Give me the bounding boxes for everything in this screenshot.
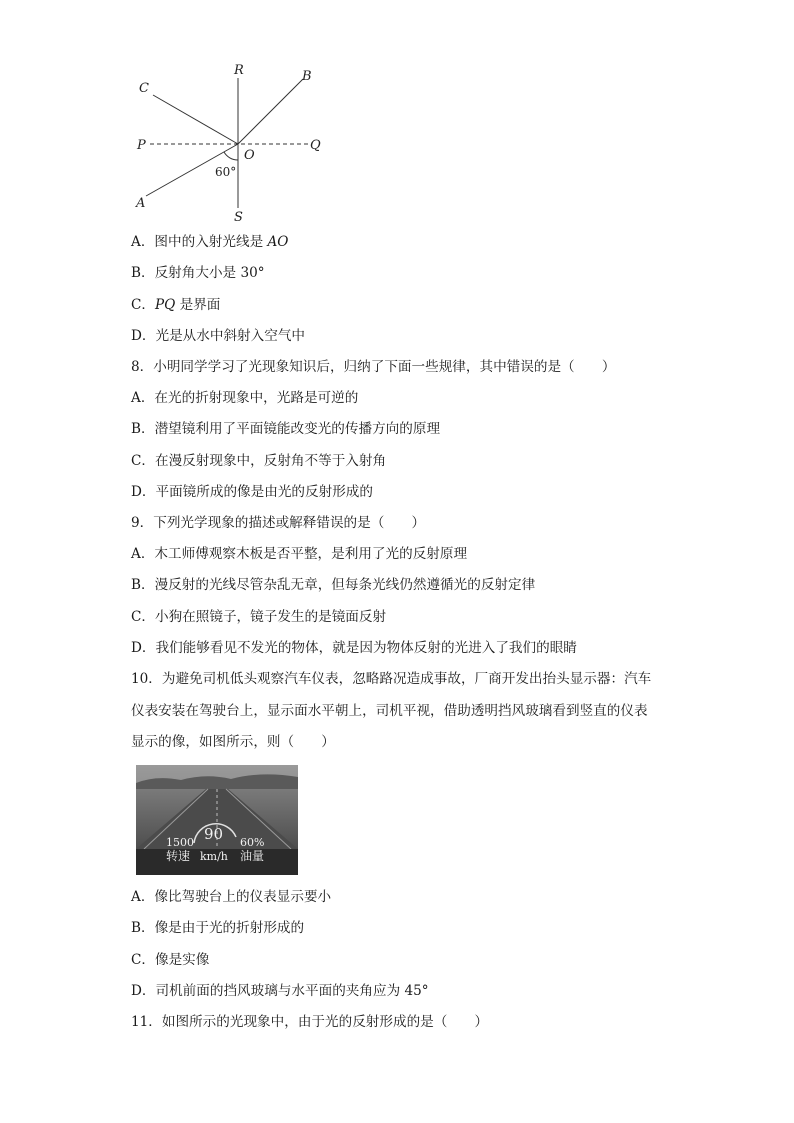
label-p: P [137,138,146,153]
q10-option-a: A．像比驾驶台上的仪表显示要小 [131,889,332,905]
q7-option-c-var: PQ [155,297,176,313]
q7-option-c-prefix: C． [131,297,155,313]
label-a: A [136,196,146,211]
hud-speed: 90 [204,825,224,843]
q9-stem: 9．下列光学现象的描述或解释错误的是（ ） [131,515,426,531]
q7-option-b: B．反射角大小是 30° [131,265,265,281]
q9-option-d: D．我们能够看见不发光的物体，就是因为物体反射的光进入了我们的眼睛 [131,640,577,656]
label-o: O [244,148,255,163]
q10-stem-line1: 10．为避免司机低头观察汽车仪表，忽略路况造成事故，厂商开发出抬头显示器：汽车 [131,671,652,687]
q8-option-b: B．潜望镜利用了平面镜能改变光的传播方向的原理 [131,421,441,437]
q7-option-d: D．光是从水中斜射入空气中 [131,328,306,344]
q8-stem: 8．小明同学学习了光现象知识后，归纳了下面一些规律，其中错误的是（ ） [131,359,616,375]
q7-option-c [131,295,220,315]
q7-option-a [131,232,288,252]
q11-stem: 11．如图所示的光现象中，由于光的反射形成的是（ ） [131,1014,489,1030]
q8-option-c: C．在漫反射现象中，反射角不等于入射角 [131,453,387,469]
label-q: Q [310,138,321,153]
hud-rpm: 1500 [166,836,194,849]
hud-photo [136,765,298,875]
q8-option-d: D．平面镜所成的像是由光的反射形成的 [131,484,373,500]
hud-fuel-label: 油量 [240,849,265,863]
q10-option-b: B．像是由于光的折射形成的 [131,920,305,936]
q10-option-c: C．像是实像 [131,952,210,968]
q10-stem-line2: 仪表安装在驾驶台上，显示面水平朝上，司机平视，借助透明挡风玻璃看到竖直的仪表 [131,703,648,719]
ray-ob [238,79,303,144]
angle-arc [224,152,238,160]
label-b: B [302,69,312,84]
q7-option-a-text: A．图中的入射光线是 [131,234,268,250]
q7-option-c-suffix: 是界面 [175,297,221,313]
q8-option-a: A．在光的折射现象中，光路是可逆的 [131,390,359,406]
q9-option-a: A．木工师傅观察木板是否平整，是利用了光的反射原理 [131,546,468,562]
label-s: S [234,210,243,225]
angle-label: 60° [215,165,237,179]
label-c: C [139,81,149,96]
ray-diagram [120,58,350,230]
q10-option-d: D．司机前面的挡风玻璃与水平面的夹角应为 45° [131,983,429,999]
q9-option-b: B．漫反射的光线尽管杂乱无章，但每条光线仍然遵循光的反射定律 [131,577,536,593]
label-r: R [234,63,244,78]
ray-co [153,95,238,144]
q10-stem-line3: 显示的像，如图所示，则（ ） [131,734,335,750]
hud-rpm-label: 转速 [166,849,191,863]
hud-photo-svg [136,765,298,875]
q7-option-a-var: AO [267,234,289,250]
hud-fuel: 60% [240,836,265,849]
q9-option-c: C．小狗在照镜子，镜子发生的是镜面反射 [131,609,387,625]
ray-diagram-svg [120,58,350,230]
hud-unit: km/h [200,850,228,863]
